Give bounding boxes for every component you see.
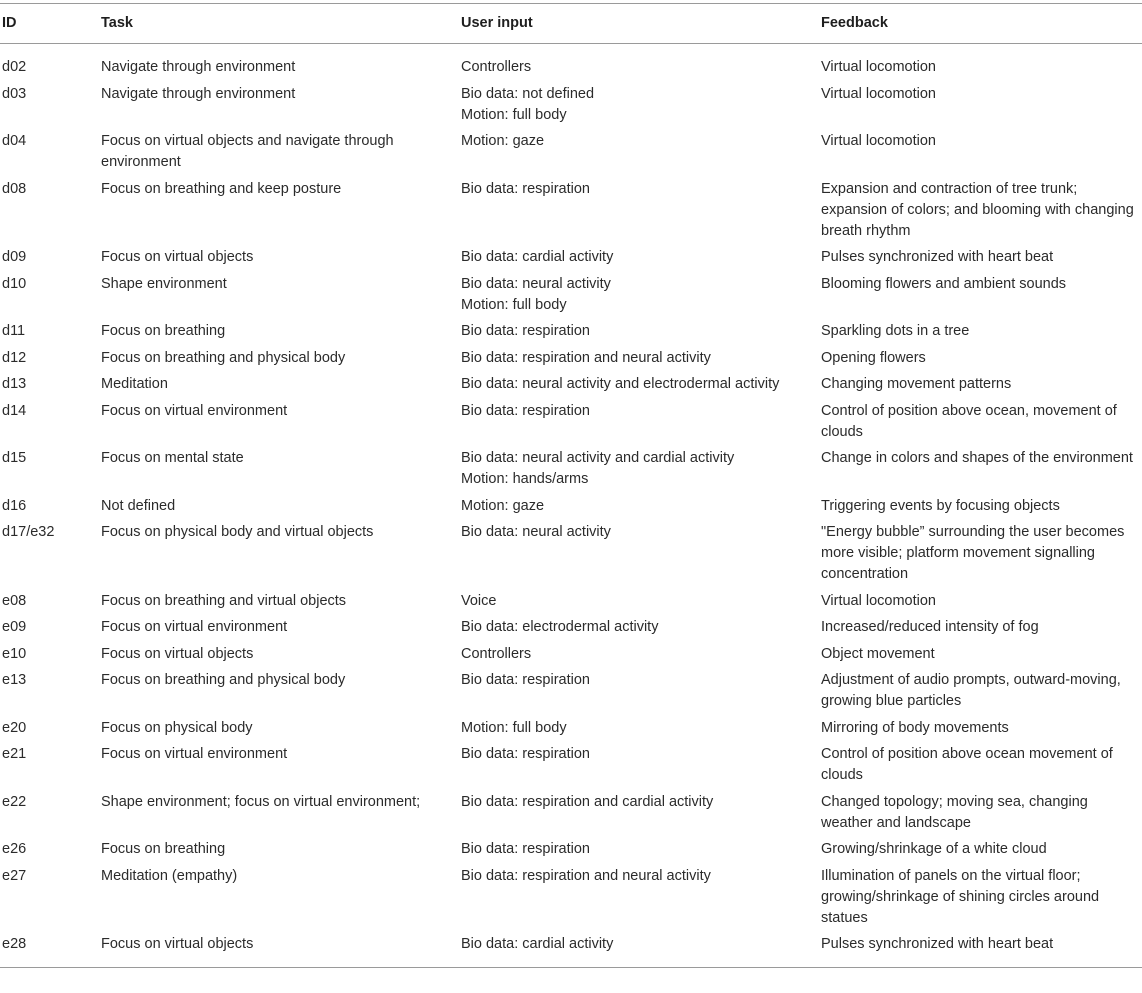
task-text: Focus on breathing [101,323,226,339]
task-text: Focus on breathing [101,841,226,857]
cell-id: e26 [2,841,27,857]
cell-task [101,792,461,840]
task-text: Focus on breathing and physical body [101,672,346,688]
cell-id: d11 [2,323,26,339]
cell-task [101,247,461,274]
user-input-line: Motion: gaze [461,133,545,149]
table-row [0,247,1142,274]
table-row [0,179,1142,248]
cell-user-input [461,44,821,84]
task-text: Focus on virtual objects [101,249,254,265]
feedback-text: Change in colors and shapes of the environment [821,450,1133,466]
cell-task [101,44,461,84]
feedback-text: Changed topology; moving sea, changing weather and landscape [821,793,1088,831]
cell-feedback [821,744,1142,792]
user-input-line: Bio data: respiration [461,180,590,197]
cell-id: d16 [2,497,27,514]
user-input-line: Motion: hands/arms [461,471,589,487]
feedback-text: Adjustment of audio prompts, outward-moving, growing blue particles [821,672,1121,709]
cell-task [101,644,461,671]
feedback-text: Sparkling dots in a tree [821,323,970,339]
cell-id: d04 [2,133,27,149]
header-id: ID [2,15,17,31]
feedback-text: Control of position above ocean movement of clouds [821,746,1113,783]
feedback-text: Opening flowers [821,349,926,366]
cell-user-input [461,591,821,618]
cell-id: e09 [2,619,27,635]
cell-user-input [461,718,821,745]
task-text: Focus on virtual environment [101,619,288,635]
cell-user-input [461,839,821,866]
cell-user-input [461,448,821,496]
task-text: Not defined [101,497,176,514]
feedback-text: Pulses synchronized with heart beat [821,936,1054,952]
cell-feedback [821,401,1142,449]
cell-id: d13 [2,376,27,392]
cell-id: e10 [2,645,27,662]
user-input-line: Bio data: neural activity [461,524,611,540]
table-row [0,44,1142,84]
user-input-line: Bio data: electrodermal activity [461,619,659,635]
feedback-text: Increased/reduced intensity of fog [821,619,1039,635]
cell-user-input [461,496,821,523]
cell-task [101,522,461,591]
task-text: Focus on mental state [101,450,244,466]
cell-feedback [821,274,1142,322]
table-row [0,401,1142,449]
cell-id: d14 [2,402,27,419]
header-task: Task [101,15,133,31]
cell-user-input [461,522,821,591]
task-text: Focus on virtual environment [101,402,288,419]
data-table [0,3,1142,968]
user-input-line: Bio data: respiration and cardial activity [461,793,714,810]
table-row [0,591,1142,618]
cell-task [101,84,461,132]
cell-feedback [821,522,1142,591]
cell-task [101,179,461,248]
cell-id: d02 [2,59,27,75]
cell-task [101,131,461,179]
cell-task [101,866,461,935]
cell-user-input [461,179,821,248]
task-text: Navigate through environment [101,85,296,102]
user-input-line: Bio data: cardial activity [461,249,614,265]
cell-task [101,274,461,322]
cell-feedback [821,374,1142,401]
cell-user-input [461,348,821,375]
user-input-line: Controllers [461,645,532,662]
cell-user-input [461,866,821,935]
cell-feedback [821,496,1142,523]
table-row [0,744,1142,792]
table-row [0,792,1142,840]
cell-feedback [821,839,1142,866]
cell-user-input [461,744,821,792]
table-row [0,718,1142,745]
table-row [0,644,1142,671]
cell-id: e22 [2,793,27,810]
cell-user-input [461,247,821,274]
task-text: Shape environment; focus on virtual environment; [101,793,421,810]
cell-id: e13 [2,672,27,688]
cell-feedback [821,792,1142,840]
cell-task [101,591,461,618]
cell-task [101,617,461,644]
cell-task [101,670,461,718]
cell-feedback [821,718,1142,745]
user-input-line: Bio data: respiration [461,323,590,339]
cell-task [101,934,461,968]
feedback-text: Virtual locomotion [821,592,936,609]
cell-user-input [461,374,821,401]
feedback-text: Blooming flowers and ambient sounds [821,275,1067,292]
user-input-line: Bio data: respiration [461,841,590,857]
cell-feedback [821,247,1142,274]
table-row [0,84,1142,132]
cell-feedback [821,866,1142,935]
cell-id: d10 [2,275,27,292]
user-input-line: Bio data: respiration and neural activity [461,349,711,366]
header-feedback: Feedback [821,15,888,31]
table-row [0,617,1142,644]
task-text: Focus on virtual objects and navigate through environment [101,133,394,170]
user-input-line: Bio data: neural activity [461,275,611,292]
user-input-line: Voice [461,592,497,609]
task-text: Focus on breathing and physical body [101,349,346,366]
task-text: Focus on virtual objects [101,936,254,952]
cell-user-input [461,321,821,348]
table-header [0,4,1142,44]
cell-id: d17/e32 [2,524,55,540]
task-text: Meditation [101,376,168,392]
cell-user-input [461,934,821,968]
feedback-text: Control of position above ocean, movement of clouds [821,402,1117,440]
table-row [0,321,1142,348]
task-text: Focus on breathing and virtual objects [101,592,347,609]
cell-feedback [821,644,1142,671]
cell-feedback [821,321,1142,348]
user-input-line: Bio data: neural activity and electrodermal activity [461,376,780,392]
cell-id: e21 [2,746,27,762]
cell-task [101,374,461,401]
task-text: Focus on breathing and keep posture [101,180,342,197]
user-input-line: Bio data: respiration and neural activity [461,867,711,884]
cell-feedback [821,670,1142,718]
cell-task [101,348,461,375]
feedback-text: "Energy bubble” surrounding the user becomes more visible; platform movement signalling concentration [821,524,1125,582]
table-row [0,496,1142,523]
cell-feedback [821,44,1142,84]
cell-feedback [821,591,1142,618]
cell-user-input [461,84,821,132]
cell-id: e27 [2,867,27,884]
cell-id: e20 [2,719,27,736]
table-row [0,448,1142,496]
cell-user-input [461,401,821,449]
user-input-line: Motion: full body [461,296,567,313]
feedback-text: Object movement [821,645,935,662]
table-row [0,274,1142,322]
cell-id: d09 [2,249,27,265]
cell-task [101,321,461,348]
table-row [0,131,1142,179]
table-row [0,348,1142,375]
cell-feedback [821,179,1142,248]
cell-feedback [821,348,1142,375]
cell-user-input [461,274,821,322]
cell-user-input [461,617,821,644]
table-row [0,670,1142,718]
user-input-line: Bio data: cardial activity [461,936,614,952]
cell-id: d03 [2,85,27,102]
task-text: Focus on physical body and virtual objects [101,524,374,540]
cell-feedback [821,934,1142,968]
cell-id: d15 [2,450,27,466]
user-input-line: Motion: full body [461,719,567,736]
cell-id: d08 [2,180,27,197]
task-text: Shape environment [101,275,227,292]
feedback-text: Pulses synchronized with heart beat [821,249,1054,265]
user-input-line: Bio data: respiration [461,746,590,762]
feedback-text: Expansion and contraction of tree trunk; expansion of colors; and blooming with changing breath rhythm [821,180,1134,239]
cell-task [101,448,461,496]
cell-task [101,744,461,792]
user-input-line: Bio data: neural activity and cardial activity [461,450,735,466]
table-row [0,839,1142,866]
cell-task [101,401,461,449]
cell-user-input [461,792,821,840]
task-text: Meditation (empathy) [101,867,238,884]
task-text: Focus on virtual environment [101,746,288,762]
user-input-line: Motion: gaze [461,497,545,514]
header-row [0,4,1142,44]
cell-user-input [461,644,821,671]
feedback-text: Virtual locomotion [821,133,936,149]
user-input-line: Motion: full body [461,106,567,123]
user-input-line: Bio data: respiration [461,402,590,419]
cell-id: e28 [2,936,27,952]
cell-id: d12 [2,349,27,366]
cell-task [101,718,461,745]
task-text: Focus on physical body [101,719,253,736]
feedback-text: Changing movement patterns [821,376,1012,392]
cell-task [101,839,461,866]
table-row [0,374,1142,401]
cell-user-input [461,670,821,718]
cell-id: e08 [2,592,27,609]
user-input-line: Bio data: respiration [461,672,590,688]
cell-user-input [461,131,821,179]
user-input-line: Controllers [461,59,532,75]
cell-feedback [821,617,1142,644]
cell-feedback [821,448,1142,496]
task-text: Focus on virtual objects [101,645,254,662]
table-row [0,522,1142,591]
feedback-text: Mirroring of body movements [821,719,1009,736]
user-input-line: Bio data: not defined [461,85,595,102]
feedback-text: Growing/shrinkage of a white cloud [821,841,1047,857]
task-text: Navigate through environment [101,59,296,75]
cell-feedback [821,131,1142,179]
header-user-input: User input [461,15,533,31]
feedback-text: Virtual locomotion [821,85,936,102]
feedback-text: Triggering events by focusing objects [821,497,1060,514]
table-row [0,866,1142,935]
table-body [0,44,1142,968]
feedback-text: Illumination of panels on the virtual floor; growing/shrinkage of shining circles around statues [821,867,1100,926]
cell-task [101,496,461,523]
cell-feedback [821,84,1142,132]
table-row [0,934,1142,968]
feedback-text: Virtual locomotion [821,59,936,75]
